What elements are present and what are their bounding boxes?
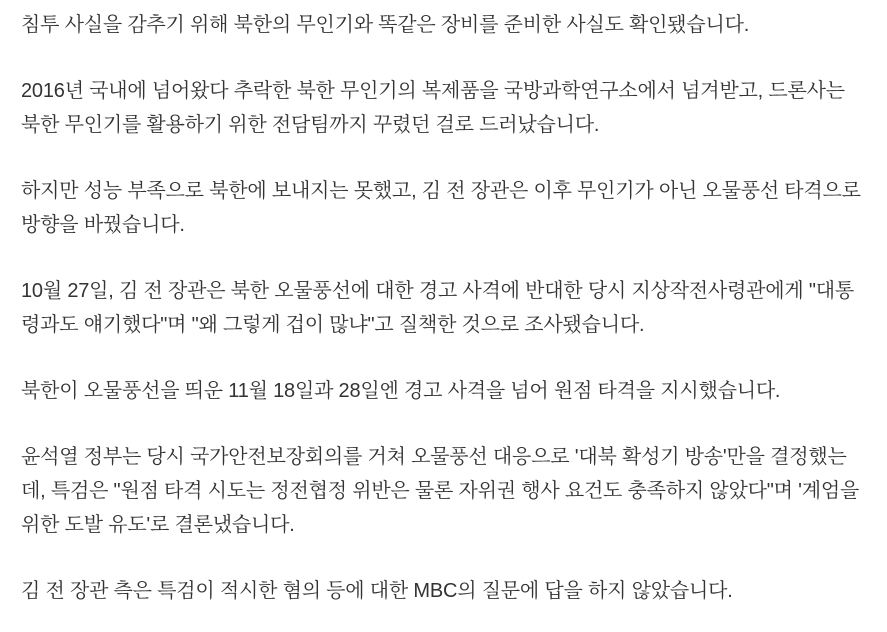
article-paragraph: 하지만 성능 부족으로 북한에 보내지는 못했고, 김 전 장관은 이후 무인기가 아닌 오물풍선 타격으로 방향을 바꿨습니다. [21, 180, 861, 236]
article-paragraph: 10월 27일, 김 전 장관은 북한 오물풍선에 대한 경고 사격에 반대한 당시 지상작전사령관에게 "대통령과도 얘기했다"며 "왜 그렇게 겁이 많냐"고 질책한 것으로 조사됐습니다. [21, 280, 855, 336]
article-paragraph: 김 전 장관 측은 특검이 적시한 혐의 등에 대한 MBC의 질문에 답을 하지 않았습니다. [21, 580, 733, 602]
article-paragraph: 2016년 국내에 넘어왔다 추락한 북한 무인기의 복제품을 국방과학연구소에서 넘겨받고, 드론사는 북한 무인기를 활용하기 위한 전담팀까지 꾸렸던 걸로 드러났습니다. [21, 80, 845, 136]
article-paragraph: 북한이 오물풍선을 띄운 11월 18일과 28일엔 경고 사격을 넘어 원점 타격을 지시했습니다. [21, 380, 781, 402]
article-paragraph: 침투 사실을 감추기 위해 북한의 무인기와 똑같은 장비를 준비한 사실도 확인됐습니다. [21, 14, 750, 36]
article-paragraph: 윤석열 정부는 당시 국가안전보장회의를 거쳐 오물풍선 대응으로 '대북 확성기 방송'만을 결정했는데, 특검은 "원점 타격 시도는 정전협정 위반은 물론 자위권 행사 요건도 충족하지 않았다"며 '계엄을 위한 도발 유도'로 결론냈습니다. [21, 446, 860, 536]
